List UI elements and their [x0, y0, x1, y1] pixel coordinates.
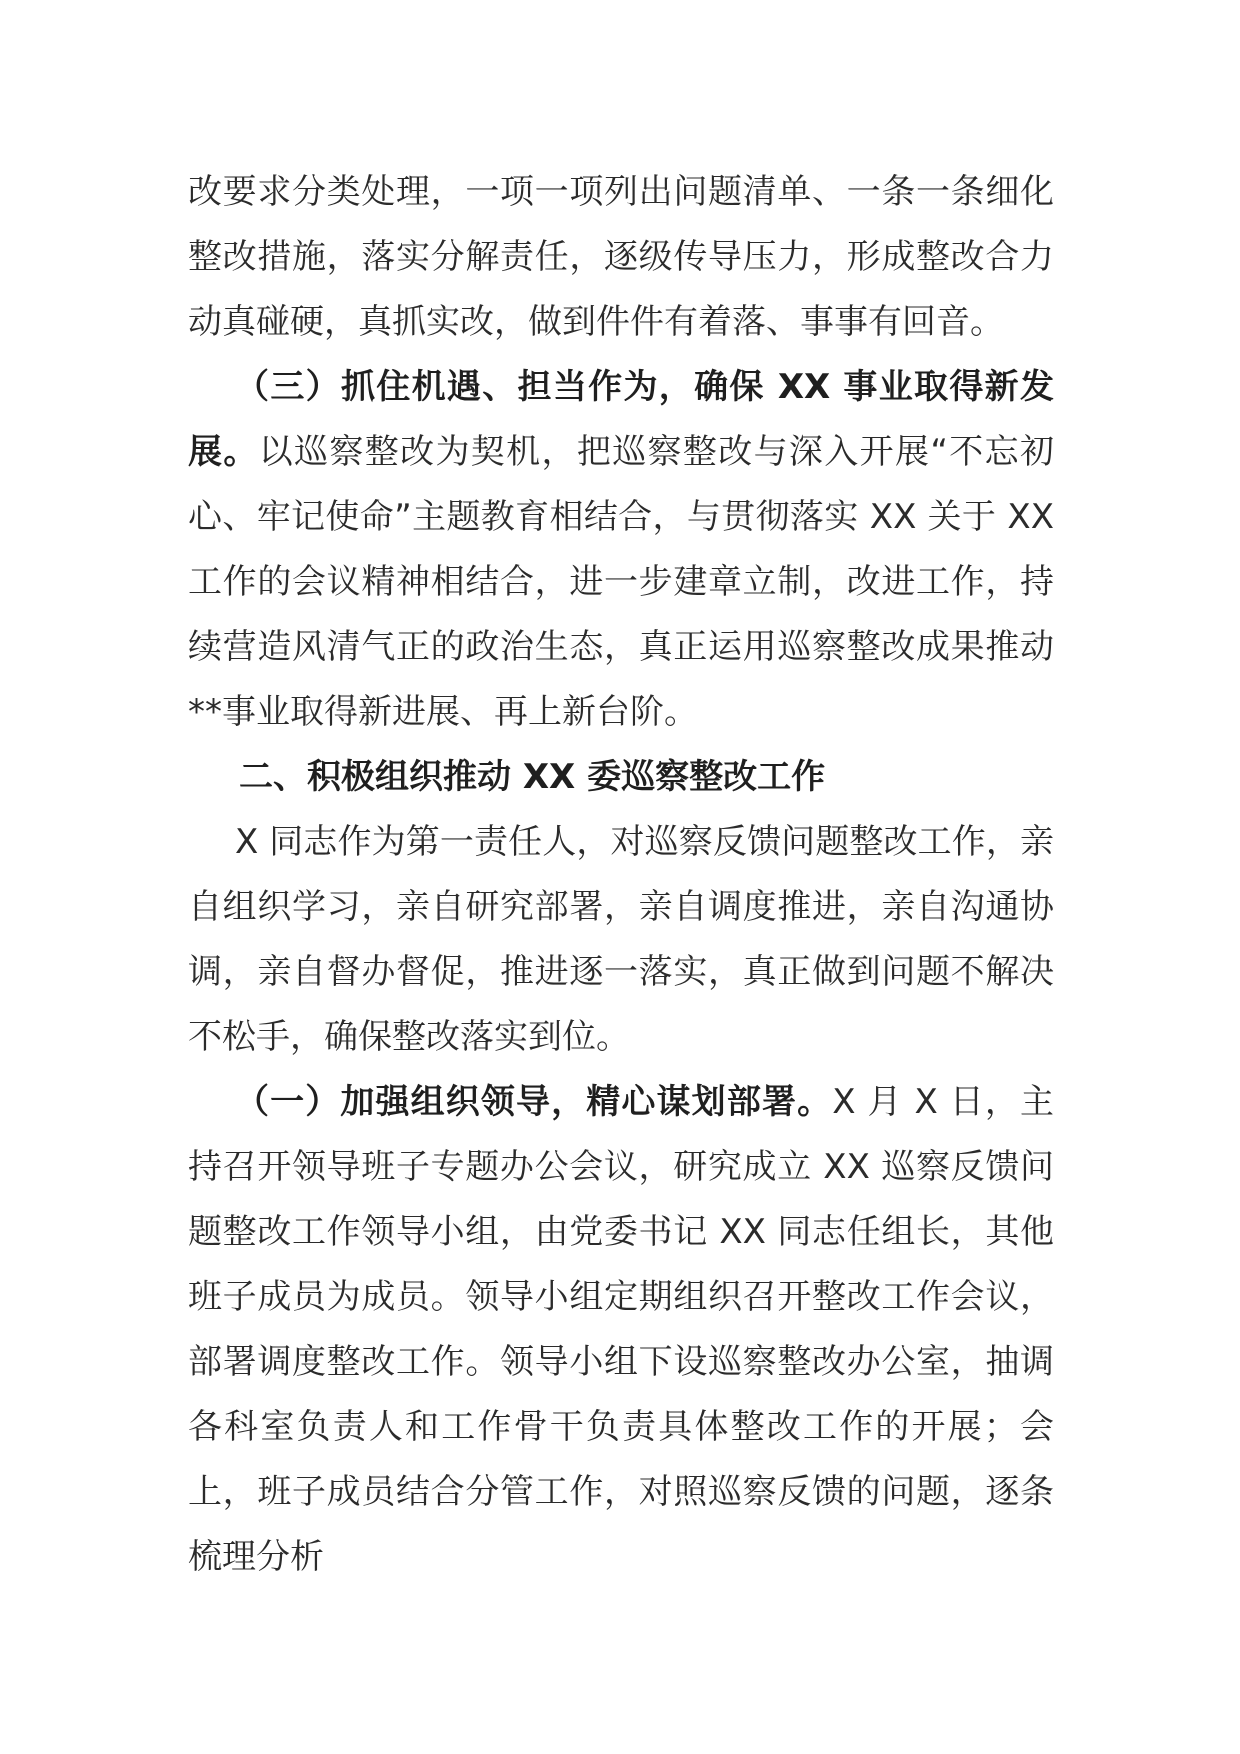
paragraph-responsibility: X 同志作为第一责任人，对巡察反馈问题整改工作，亲自组织学习，亲自研究部署，亲自调度推进，亲自沟通协调，亲自督办督促，推进逐一落实，真正做到问题不解决不松手，确保整改落实到位。 — [188, 822, 1054, 1057]
paragraph-opportunity — [188, 355, 1054, 745]
paragraph-leadership-heading: （一）加强组织领导，精心谋划部署。 — [235, 1082, 833, 1122]
paragraph-opportunity-body: 以巡察整改为契机，把巡察整改与深入开展“不忘初心、牢记使命”主题教育相结合，与贯彻落实 XX 关于 XX 工作的会议精神相结合，进一步建章立制，改进工作，持续营造风清气正的政治生态，真正运用巡察整改成果推动**事业取得新进展、再上新台阶。 — [188, 432, 1054, 732]
paragraph-leadership-body: X 月 X 日，主持召开领导班子专题办公会议，研究成立 XX 巡察反馈问题整改工作领导小组，由党委书记 XX 同志任组长，其他班子成员为成员。领导小组定期组织召开整改工作会议，部署调度整改工作。领导小组下设巡察整改办公室，抽调各科室负责人和工作骨干负责具体整改工作的开展；会上，班子成员结合分管工作，对照巡察反馈的问题，逐条梳理分析 — [188, 1082, 1055, 1577]
section-heading: 二、积极组织推动 XX 委巡察整改工作 — [239, 757, 826, 797]
paragraph-leadership — [188, 1070, 1054, 1590]
paragraph-opportunity-heading: （三）抓住机遇、担当作为，确保 XX 事业取得新发展。 — [188, 367, 1054, 472]
paragraph-continuation: 改要求分类处理，一项一项列出问题清单、一条一条细化整改措施，落实分解责任，逐级传导压力，形成整改合力动真碰硬，真抓实改，做到件件有着落、事事有回音。 — [188, 172, 1054, 342]
document-page — [188, 160, 1054, 1590]
